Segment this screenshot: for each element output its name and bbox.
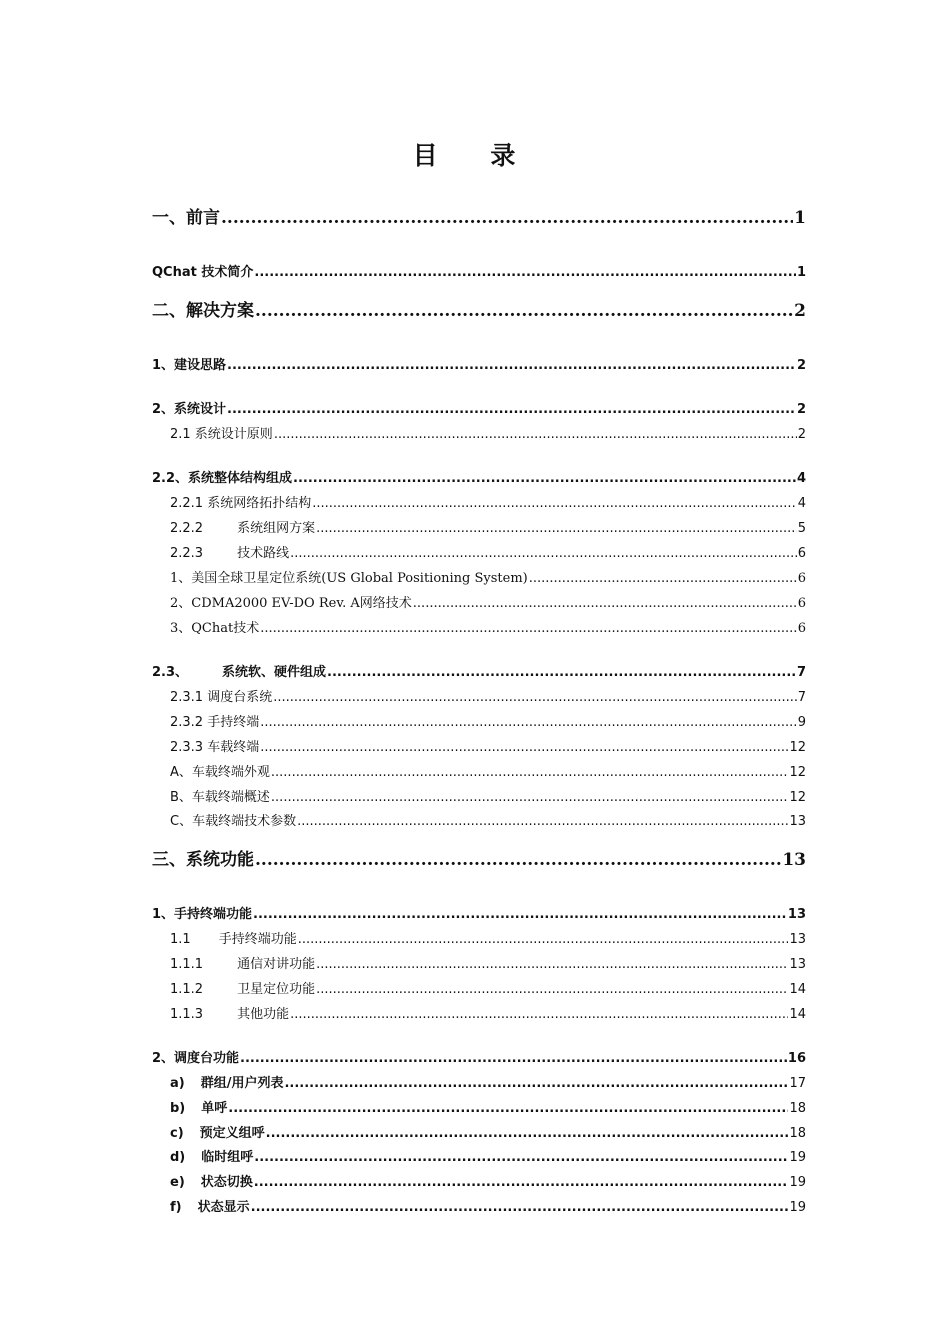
toc-entry-page: 2	[797, 427, 806, 442]
toc-entry-page: 16	[787, 1051, 806, 1066]
toc-entry-level2[interactable]	[152, 398, 806, 417]
toc-leader-dots	[260, 621, 796, 636]
toc-entry-page: 6	[797, 621, 806, 636]
toc-entry-number: d)	[170, 1150, 186, 1165]
toc-entry-level3[interactable]	[170, 1003, 806, 1022]
toc-entry-label: 2.1 系统设计原则	[170, 427, 273, 442]
toc-entry-label: 单呼	[201, 1101, 228, 1116]
toc-entry-number: 1.1	[170, 932, 191, 947]
toc-leader-dots	[240, 1051, 787, 1066]
toc-leader-dots	[316, 982, 788, 997]
toc-entry-level3[interactable]	[170, 1072, 806, 1091]
toc-entry-page: 4	[797, 496, 806, 511]
toc-entry-page: 1	[794, 208, 806, 228]
toc-entry-page: 18	[789, 1126, 806, 1141]
toc-entry-label: 状态切换	[200, 1175, 253, 1190]
toc-leader-dots	[228, 1101, 788, 1116]
toc-entry-level2[interactable]	[152, 354, 806, 373]
toc-entry-page: 4	[796, 471, 806, 486]
toc-leader-dots	[254, 265, 796, 280]
toc-entry-level3[interactable]	[170, 592, 806, 611]
toc-entry-label: 群组/用户列表	[200, 1076, 284, 1091]
toc-entry-label: 1、建设思路	[152, 358, 227, 373]
toc-entry-page: 13	[782, 850, 806, 870]
toc-entry-level1[interactable]	[152, 296, 806, 321]
toc-leader-dots	[260, 715, 797, 730]
toc-entry-number: 2.2.3	[170, 546, 204, 561]
toc-entry-page: 19	[789, 1200, 806, 1215]
toc-entry-level3[interactable]	[170, 761, 806, 780]
toc-entry-number: 1.1.1	[170, 957, 204, 972]
toc-entry-page: 6	[797, 571, 806, 586]
toc-entry-level3[interactable]	[170, 1171, 806, 1190]
toc-entry-label: 2.3.2 手持终端	[170, 715, 260, 730]
toc-entry-page: 6	[797, 546, 806, 561]
toc-leader-dots	[266, 1126, 789, 1141]
toc-entry-label: 1、美国全球卫星定位系统(US Global Positioning System)	[170, 571, 528, 586]
toc-entry-number: f)	[170, 1200, 182, 1215]
toc-entry-page: 13	[789, 814, 806, 829]
toc-leader-dots	[254, 1175, 789, 1190]
toc-entry-page: 7	[796, 665, 806, 680]
toc-leader-dots	[271, 765, 789, 780]
toc-leader-dots	[253, 907, 787, 922]
toc-entry-level3[interactable]	[170, 1196, 806, 1215]
toc-entry-page: 1	[796, 265, 806, 280]
toc-entry-page: 14	[789, 1007, 806, 1022]
toc-entry-level3[interactable]	[170, 1097, 806, 1116]
toc-entry-number: 1.1.3	[170, 1007, 204, 1022]
toc-leader-dots	[273, 690, 797, 705]
toc-entry-page: 13	[789, 957, 806, 972]
toc-entry-level3[interactable]	[170, 786, 806, 805]
toc-entry-label: 二、解决方案	[152, 301, 254, 321]
toc-entry-label: 三、系统功能	[152, 850, 254, 870]
toc-entry-level2[interactable]	[152, 661, 806, 680]
toc-entry-label: 卫星定位功能	[237, 982, 316, 997]
toc-entry-level3[interactable]	[170, 1146, 806, 1165]
toc-entry-label: 1、手持终端功能	[152, 907, 253, 922]
toc-entry-page: 19	[789, 1175, 806, 1190]
toc-entry-page: 17	[789, 1076, 806, 1091]
toc-leader-dots	[293, 471, 796, 486]
toc-entry-label: 通信对讲功能	[237, 957, 316, 972]
toc-entry-label: 2.3.3 车载终端	[170, 740, 260, 755]
toc-entry-level3[interactable]	[170, 517, 806, 536]
toc-entry-level2[interactable]	[152, 261, 806, 280]
toc-entry-level2[interactable]	[152, 467, 806, 486]
toc-entry-page: 6	[797, 596, 806, 611]
toc-entry-label: 3、QChat技术	[170, 621, 260, 636]
toc-leader-dots	[271, 790, 789, 805]
toc-entry-page: 18	[789, 1101, 806, 1116]
toc-entry-label: 预定义组呼	[199, 1126, 265, 1141]
toc-entry-page: 2	[796, 402, 806, 417]
toc-leader-dots	[290, 546, 797, 561]
toc-entry-number: 1.1.2	[170, 982, 204, 997]
toc-leader-dots	[255, 301, 793, 321]
toc-entry-page: 12	[789, 790, 806, 805]
toc-leader-dots	[298, 932, 789, 947]
toc-entry-page: 14	[789, 982, 806, 997]
toc-entry-level3[interactable]	[170, 978, 806, 997]
toc-leader-dots	[413, 596, 797, 611]
toc-leader-dots	[260, 740, 788, 755]
toc-leader-dots	[290, 1007, 788, 1022]
toc-entry-page: 9	[797, 715, 806, 730]
toc-leader-dots	[254, 1150, 788, 1165]
toc-entry-label: 临时组呼	[201, 1150, 254, 1165]
toc-entry-number: c)	[170, 1126, 184, 1141]
toc-entry-level3[interactable]	[170, 567, 806, 586]
toc-entry-label: A、车载终端外观	[170, 765, 270, 780]
toc-leader-dots	[221, 208, 793, 228]
toc-entry-level3[interactable]	[170, 953, 806, 972]
toc-entry-level1[interactable]	[152, 845, 806, 870]
toc-entry-number: 2.3、	[152, 665, 189, 680]
toc-entry-label: 2、调度台功能	[152, 1051, 240, 1066]
toc-leader-dots	[316, 957, 788, 972]
toc-entry-page: 5	[797, 521, 806, 536]
toc-entry-number: 2.2.2	[170, 521, 204, 536]
toc-leader-dots	[255, 850, 781, 870]
toc-entry-label: 2.2、系统整体结构组成	[152, 471, 293, 486]
toc-entry-level3[interactable]	[170, 542, 806, 561]
toc-entry-label: 其他功能	[237, 1007, 290, 1022]
toc-entry-label: C、车载终端技术参数	[170, 814, 297, 829]
toc-entry-page: 19	[789, 1150, 806, 1165]
toc-entry-label: 系统组网方案	[237, 521, 316, 536]
toc-entry-level3[interactable]	[170, 423, 806, 442]
toc-entry-page: 12	[789, 740, 806, 755]
toc-entry-page: 2	[796, 358, 806, 373]
toc-leader-dots	[297, 814, 788, 829]
toc-entry-level3[interactable]	[170, 492, 806, 511]
toc-entry-level1[interactable]	[152, 203, 806, 228]
toc-leader-dots	[284, 1076, 788, 1091]
toc-leader-dots	[227, 402, 796, 417]
toc-entry-level3[interactable]	[170, 810, 806, 829]
toc-leader-dots	[274, 427, 797, 442]
toc-entry-level3[interactable]	[170, 686, 806, 705]
toc-entry-number: e)	[170, 1175, 185, 1190]
toc-entry-label: 状态显示	[197, 1200, 250, 1215]
toc-entry-page: 13	[787, 907, 806, 922]
toc-entry-level2[interactable]	[152, 903, 806, 922]
toc-entry-page: 13	[789, 932, 806, 947]
toc-entry-level3[interactable]	[170, 736, 806, 755]
toc-entry-number: b)	[170, 1101, 186, 1116]
toc-entry-level3[interactable]	[170, 1122, 806, 1141]
toc-entry-label: 2、CDMA2000 EV-DO Rev. A网络技术	[170, 596, 412, 611]
toc-leader-dots	[251, 1200, 789, 1215]
toc-entry-label: 2.2.1 系统网络拓扑结构	[170, 496, 312, 511]
toc-entry-level3[interactable]	[170, 928, 806, 947]
toc-entry-page: 12	[789, 765, 806, 780]
toc-entry-label: 手持终端功能	[218, 932, 297, 947]
toc-entry-number: a)	[170, 1076, 185, 1091]
toc-leader-dots	[316, 521, 797, 536]
toc-entry-label: 系统软、硬件组成	[222, 665, 327, 680]
toc-entry-level2[interactable]	[152, 1047, 806, 1066]
toc-entry-label: 一、前言	[152, 208, 220, 228]
toc-leader-dots	[312, 496, 797, 511]
toc-entry-level3[interactable]	[170, 617, 806, 636]
toc-entry-page: 7	[797, 690, 806, 705]
toc-entry-page: 2	[794, 301, 806, 321]
toc-leader-dots	[227, 358, 796, 373]
toc-entry-label: QChat 技术简介	[152, 265, 254, 280]
toc-entry-level3[interactable]	[170, 711, 806, 730]
toc-leader-dots	[529, 571, 797, 586]
toc-entry-label: B、车载终端概述	[170, 790, 270, 805]
toc-entry-label: 2、系统设计	[152, 402, 227, 417]
toc-title: 目 录	[412, 141, 538, 170]
toc-entry-label: 2.3.1 调度台系统	[170, 690, 273, 705]
toc-entry-label: 技术路线	[237, 546, 290, 561]
toc-leader-dots	[327, 665, 796, 680]
